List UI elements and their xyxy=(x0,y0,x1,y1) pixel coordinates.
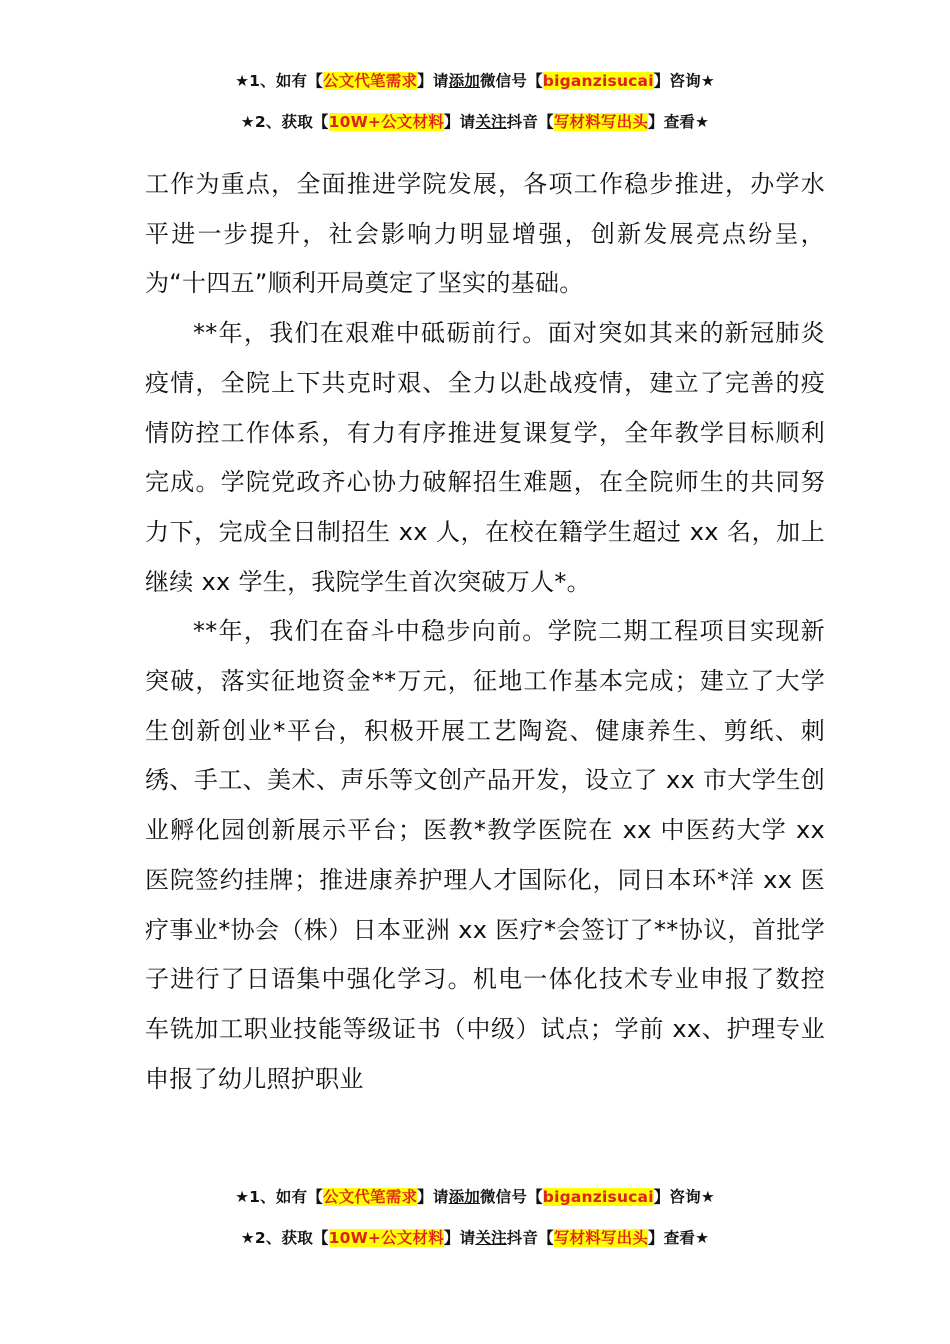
banner-text: 】咨询★ xyxy=(653,72,715,90)
footer-banner-line-1 xyxy=(0,1186,950,1208)
banner-text: ★2、获取【 xyxy=(240,113,329,131)
banner-underline: 添加 xyxy=(448,72,480,90)
banner-highlight: 公文代笔需求 xyxy=(322,72,418,90)
banner-underline: 关注 xyxy=(475,1229,507,1247)
banner-text: 抖音【 xyxy=(506,113,554,131)
banner-text: 微信号【 xyxy=(479,1188,543,1206)
footer-banner-line-2 xyxy=(0,1227,950,1249)
paragraph-year-1: **年，我们在艰难中砥砺前行。面对突如其来的新冠肺炎疫情，全院上下共克时艰、全力以赴战疫情，建立了完善的疫情防控工作体系，有力有序推进复课复学，全年教学目标顺利完成。学院党政齐心协力破解招生难题，在全院师生的共同努力下，完成全日制招生 xx 人，在校在籍学生超过 xx 名，加上继续 xx 学生，我院学生首次突破万人*。 xyxy=(145,319,825,596)
banner-text: 】请 xyxy=(443,1229,476,1247)
banner-text: ★1、如有【 xyxy=(235,72,323,90)
document-body xyxy=(145,160,825,1104)
banner-text: ★2、获取【 xyxy=(240,1229,329,1247)
banner-highlight: 10W+公文材料 xyxy=(328,113,444,131)
banner-underline: 关注 xyxy=(475,113,507,131)
banner-text: 】请 xyxy=(417,72,449,90)
banner-text: 】查看★ xyxy=(648,1229,710,1247)
banner-highlight: 写材料写出头 xyxy=(553,113,649,131)
banner-highlight: 公文代笔需求 xyxy=(322,1188,418,1206)
banner-text: 】查看★ xyxy=(648,113,710,131)
header-banner-line-2 xyxy=(0,111,950,133)
banner-text: 抖音【 xyxy=(506,1229,554,1247)
banner-highlight: biganzisucai xyxy=(542,1188,654,1206)
banner-highlight: 写材料写出头 xyxy=(553,1229,649,1247)
paragraph-continuation: 工作为重点，全面推进学院发展，各项工作稳步推进，办学水平进一步提升，社会影响力明显增强，创新发展亮点纷呈，为“十四五”顺利开局奠定了坚实的基础。 xyxy=(145,170,825,298)
header-banner-line-1 xyxy=(0,70,950,92)
banner-text: 微信号【 xyxy=(479,72,543,90)
banner-text: ★1、如有【 xyxy=(235,1188,323,1206)
banner-text: 】咨询★ xyxy=(653,1188,715,1206)
banner-text: 】请 xyxy=(417,1188,449,1206)
banner-highlight: biganzisucai xyxy=(542,72,654,90)
paragraph-year-2: **年，我们在奋斗中稳步向前。学院二期工程项目实现新突破，落实征地资金**万元，征地工作基本完成；建立了大学生创新创业*平台，积极开展工艺陶瓷、健康养生、剪纸、刺绣、手工、美术、声乐等文创产品开发，设立了 xx 市大学生创业孵化园创新展示平台；医教*教学医院在 xx 中医药大学 xx 医院签约挂牌；推进康养护理人才国际化，同日本环*洋 xx 医疗事业*协会（株）日本亚洲 xx 医疗*会签订了**协议，首批学子进行了日语集中强化学习。机电一体化技术专业申报了数控车铣加工职业技能等级证书（中级）试点；学前 xx、护理专业申报了幼儿照护职业 xyxy=(145,617,825,1093)
banner-highlight: 10W+公文材料 xyxy=(328,1229,444,1247)
banner-underline: 添加 xyxy=(448,1188,480,1206)
banner-text: 】请 xyxy=(443,113,476,131)
